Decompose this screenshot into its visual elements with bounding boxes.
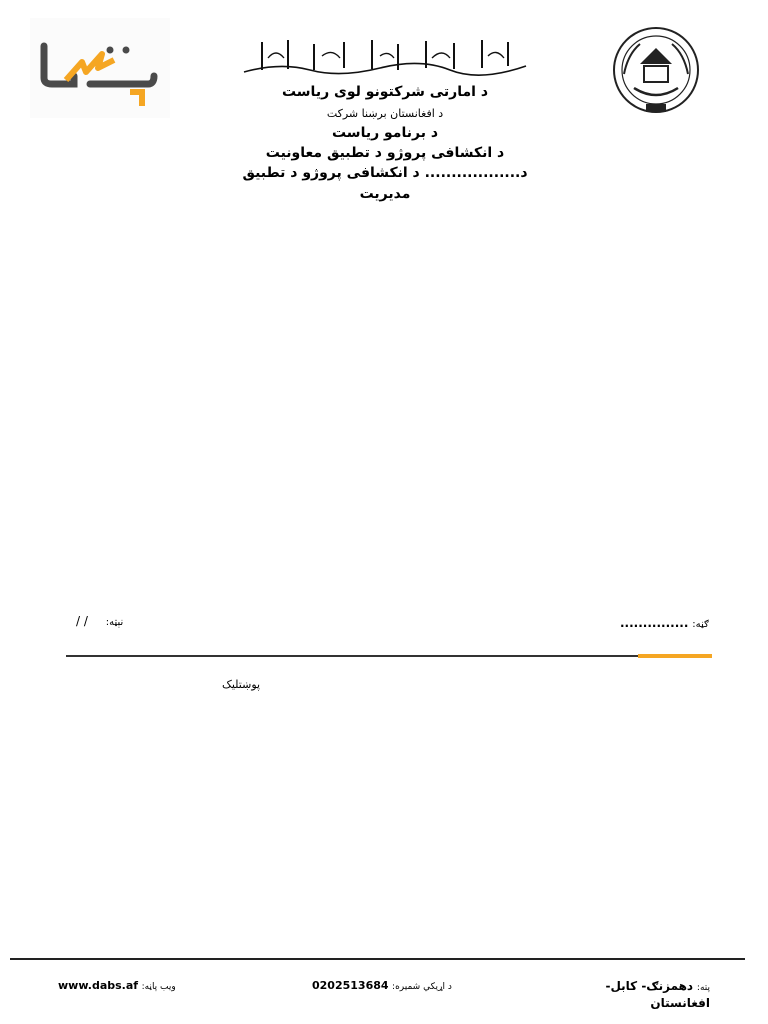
footer-web [58, 979, 176, 992]
date-value: / / [76, 614, 88, 628]
org-line-5: د.................. د انکشافی پروژو د تطبیق [242, 165, 528, 181]
calligraphy-title [240, 36, 530, 78]
org-line-2: د افغانستان برښنا شرکت [326, 107, 444, 120]
emblem-seal [610, 24, 702, 120]
footer-divider [10, 958, 745, 960]
org-line-6: مدیریت [359, 186, 411, 202]
date-label: نېټه: [105, 617, 124, 628]
date-field [76, 614, 123, 628]
address-label: پته: [696, 983, 710, 993]
org-line-1: د امارتی شرکتونو لوی ریاست [281, 84, 489, 100]
org-line-4: د انکشافی پروژو د تطبیق معاونیت [265, 145, 505, 161]
footer-phone [312, 979, 452, 992]
number-value: ............... [620, 616, 689, 630]
brand-logo [30, 18, 170, 118]
divider-line [66, 655, 638, 657]
subject-label: پوښتلیک [222, 678, 261, 691]
address-value: دهمزنګ- کابل- افغانستان [605, 979, 710, 1010]
calligraphy-text: دافغانستان اسلامي امارت [385, 60, 396, 61]
footer-address [588, 979, 710, 1011]
web-value[interactable]: www.dabs.af [58, 979, 139, 992]
phone-label: د اړیکي شمیره: [392, 982, 452, 992]
org-line-3: د برنامو ریاست [331, 125, 439, 141]
web-label: ویب پاڼه: [141, 982, 176, 992]
phone-value: 0202513684 [312, 979, 389, 992]
number-field [620, 616, 709, 630]
divider-accent [638, 654, 712, 658]
number-label: ګڼه: [692, 619, 709, 630]
